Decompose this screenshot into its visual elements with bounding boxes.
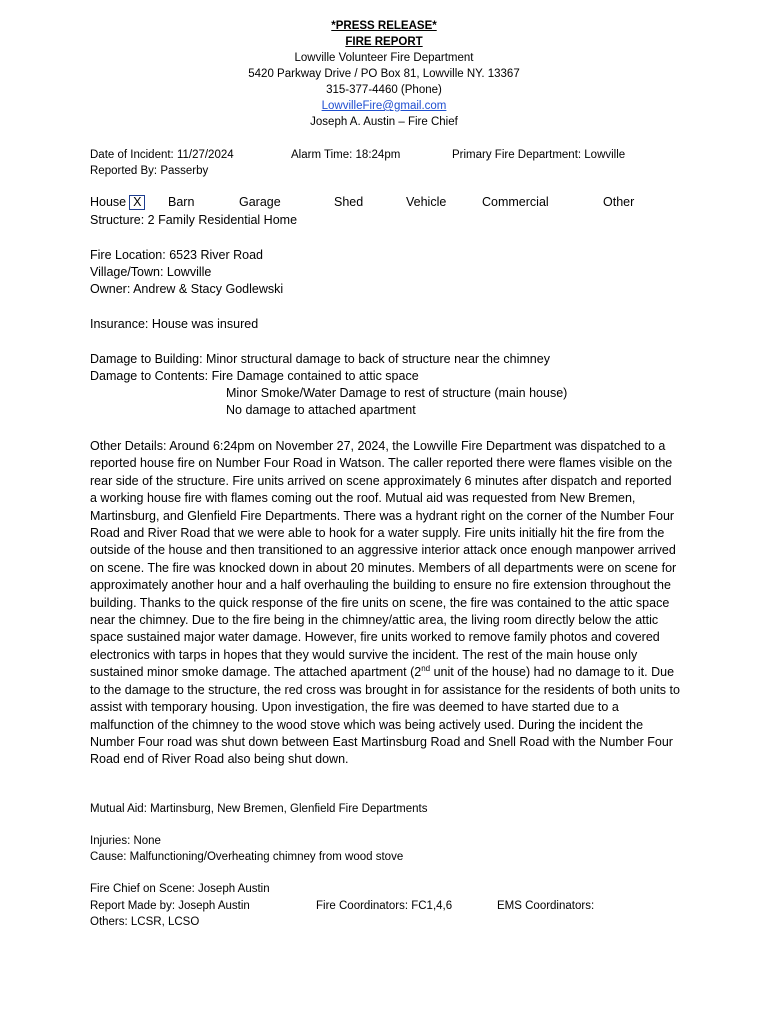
option-commercial: Commercial	[482, 195, 549, 209]
insurance: Insurance: House was insured	[90, 317, 259, 331]
village-town: Village/Town: Lowville	[90, 265, 212, 279]
alarm-time: Alarm Time: 18:24pm	[291, 149, 401, 161]
mutual-aid: Mutual Aid: Martinsburg, New Bremen, Glenfield Fire Departments	[90, 803, 428, 815]
department-name: Lowville Volunteer Fire Department	[294, 52, 474, 64]
date-of-incident: Date of Incident: 11/27/2024	[90, 149, 234, 161]
option-house-label: House	[90, 195, 127, 209]
letterhead	[0, 18, 768, 130]
cause: Cause: Malfunctioning/Overheating chimney from wood stove	[90, 851, 404, 863]
report-made-by: Report Made by: Joseph Austin	[90, 900, 250, 912]
option-vehicle: Vehicle	[406, 195, 447, 209]
damage-building: Damage to Building: Minor structural damage to back of structure near the chimney	[90, 352, 550, 366]
others: Others: LCSR, LCSO	[90, 916, 200, 928]
press-release-title: *PRESS RELEASE*	[331, 20, 437, 32]
structure-line: Structure: 2 Family Residential Home	[90, 213, 298, 227]
primary-department: Primary Fire Department: Lowville	[452, 149, 626, 161]
house-checkbox: X	[129, 195, 145, 210]
details-part2: unit of the house) had no damage to it. Due to the damage to the structure, the red cross was brought in for assistance for the residents of both units to assist with temporary housing. Upon investigation, the fire was deemed to have started due to a malfunction of the chimney to the wood stove which was being actively used. During the incident the Number Four road was shut down between East Martinsburg Road and Snell Road with the Number Four Road end of River Road also being shut down.	[90, 665, 680, 767]
damage-contents-apartment: No damage to attached apartment	[226, 403, 416, 417]
ems-coordinators: EMS Coordinators:	[497, 900, 595, 912]
option-garage: Garage	[239, 195, 281, 209]
fire-coordinators: Fire Coordinators: FC1,4,6	[316, 900, 453, 912]
fire-chief: Joseph A. Austin – Fire Chief	[310, 116, 458, 128]
fire-report-title: FIRE REPORT	[345, 36, 423, 48]
injuries: Injuries: None	[90, 835, 161, 847]
damage-contents: Damage to Contents: Fire Damage contained to attic space	[90, 369, 419, 383]
chief-on-scene: Fire Chief on Scene: Joseph Austin	[90, 883, 270, 895]
reported-by: Reported By: Passerby	[90, 165, 209, 177]
email-link[interactable]: LowvilleFire@gmail.com	[321, 100, 447, 112]
department-address: 5420 Parkway Drive / PO Box 81, Lowville NY. 13367	[248, 68, 520, 80]
details-superscript: nd	[421, 664, 431, 674]
option-shed: Shed	[334, 195, 364, 209]
owner: Owner: Andrew & Stacy Godlewski	[90, 282, 284, 296]
damage-contents-smoke: Minor Smoke/Water Damage to rest of structure (main house)	[226, 386, 568, 400]
option-other: Other	[603, 195, 635, 209]
other-details-paragraph	[90, 438, 680, 769]
option-house	[90, 194, 145, 211]
fire-location: Fire Location: 6523 River Road	[90, 248, 264, 262]
option-barn: Barn	[168, 195, 195, 209]
department-phone: 315-377-4460 (Phone)	[326, 84, 442, 96]
details-part1: Other Details: Around 6:24pm on November 27, 2024, the Lowville Fire Department was dispatched to a reported house fire on Number Four Road in Watson. The caller reported there were flames visible on the rear side of the structure. Fire units arrived on scene approximately 6 minutes after dispatch and reported a working house fire with flames coming out the roof. Mutual aid was requested from New Bremen, Martinsburg, and Glenfield Fire Departments. There was a hydrant right on the corner of the Number Four Road and River Road that we were able to hook for a water supply. Fire units initially hit the fire from the outside of the house and then transitioned to an aggressive interior attack once enough manpower arrived on scene. The fire was knocked down in about 20 minutes. Members of all departments were on scene for approximately another hour and a half overhauling the building to ensure no fire extension throughout the building. Thanks to the quick response of the fire units on scene, the fire was contained to the attic space near the chimney. Due to the fire being in the chimney/attic area, the living room directly below the attic space sustained major water damage. However, fire units worked to remove family photos and covered electronics with tarps in hopes that they would survive the incident. The rest of the main house only sustained minor smoke damage. The attached apartment (2	[90, 439, 677, 680]
